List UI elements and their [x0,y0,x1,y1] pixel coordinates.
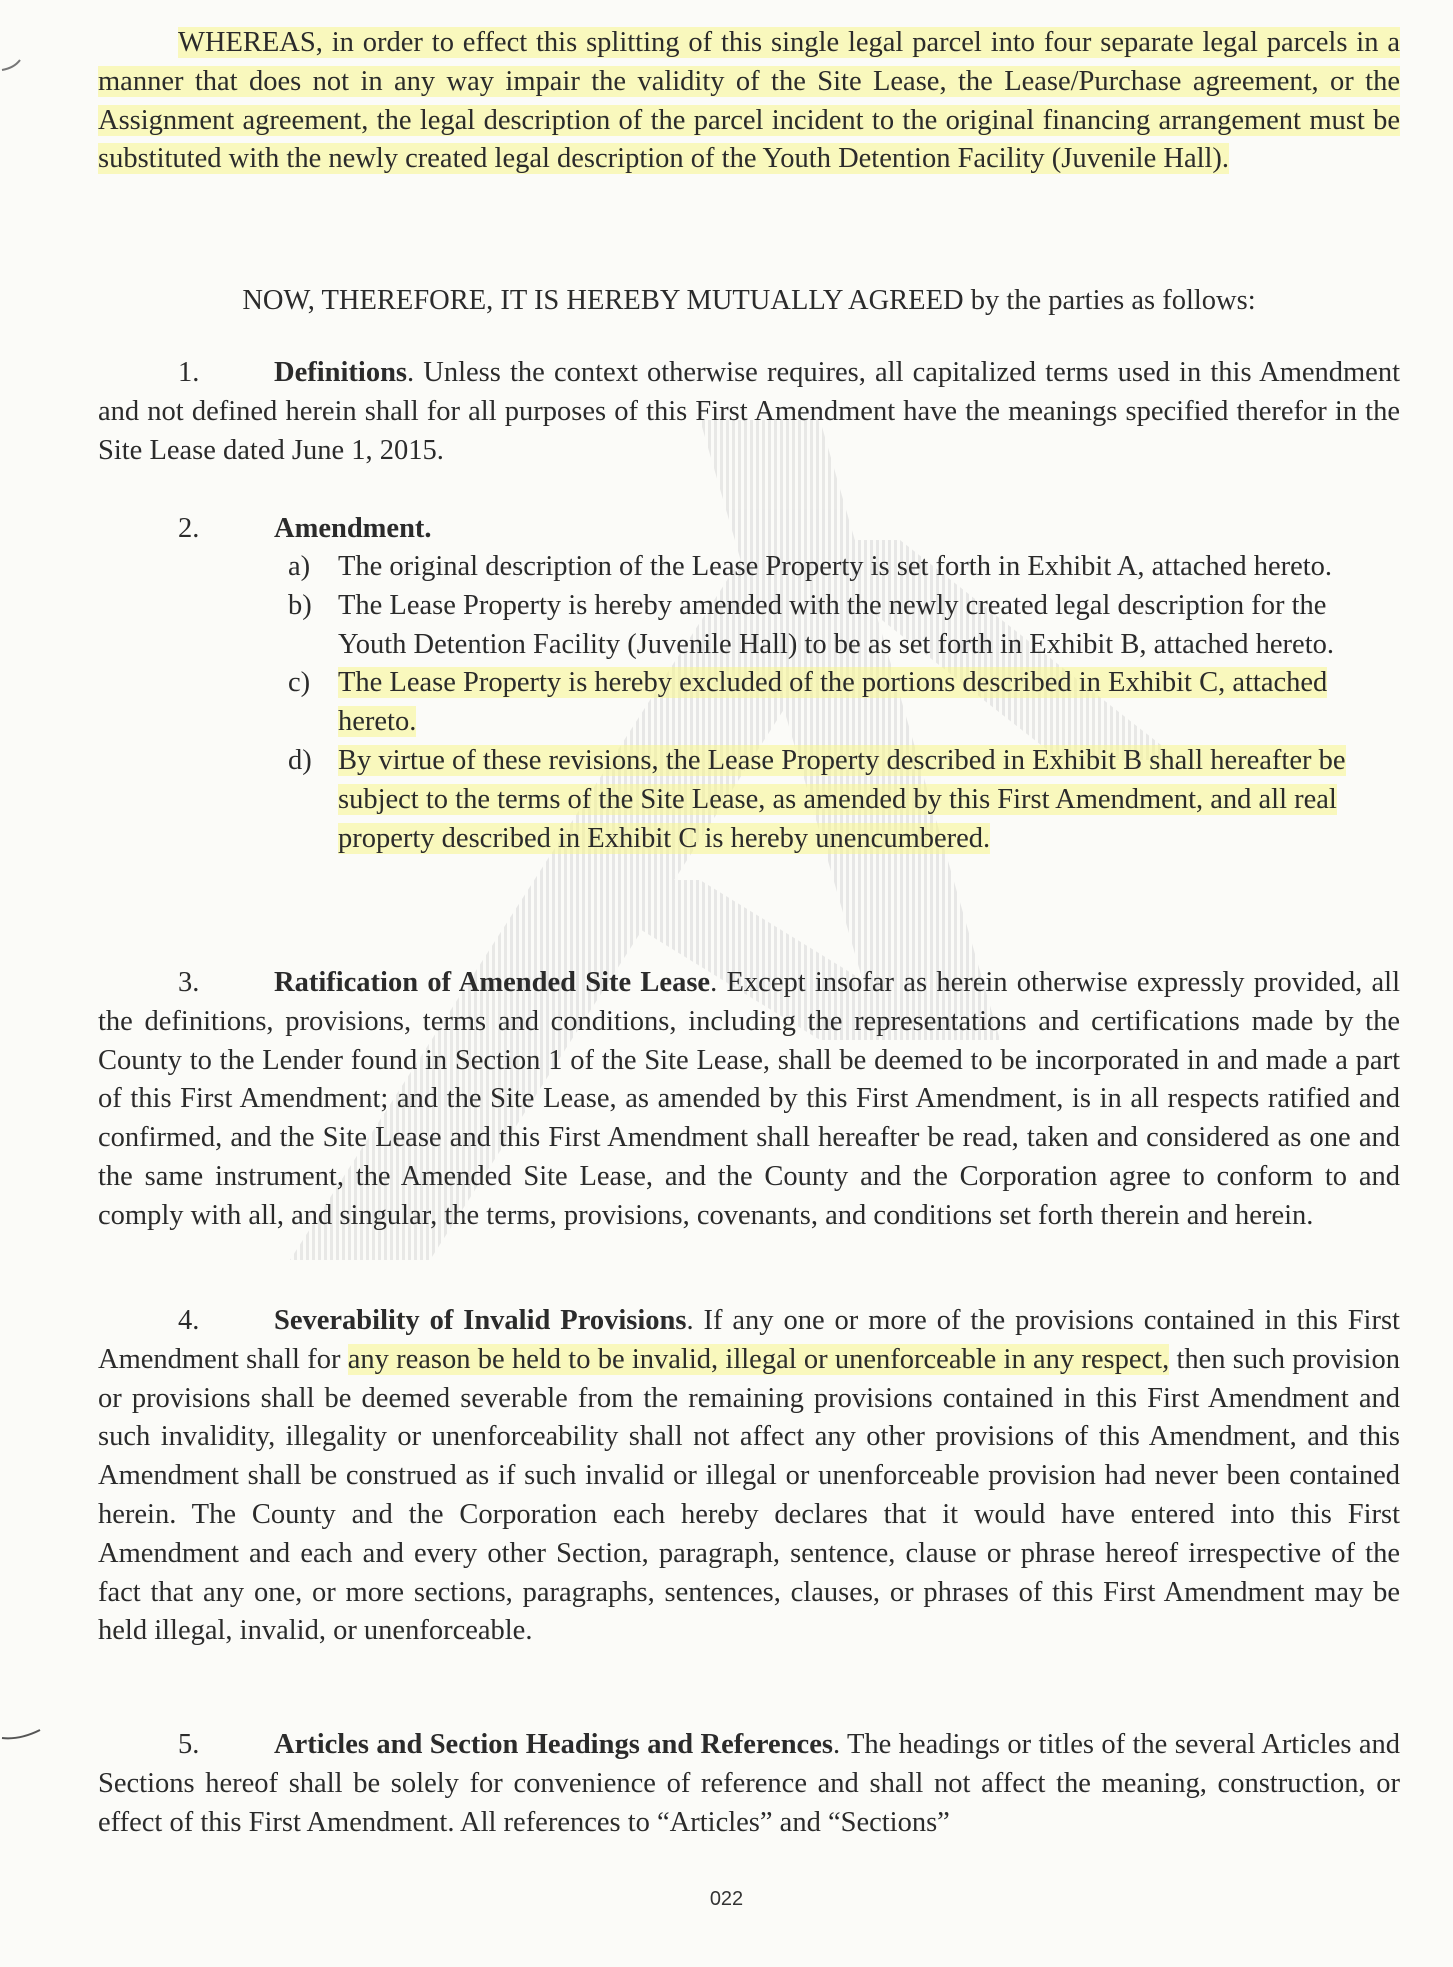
amendment-sublist [288,548,1400,858]
list-item [288,742,1400,858]
margin-mark [0,1720,50,1750]
section-body-continued: then such provision or provisions shall be deemed severable from the remaining provisions contained in this First Amendment and such invalidity, illegality or unenforceability shall not affect any other provisions of this Amendment, and this Amendment shall be construed as if such invalid or illegal or unenforceable provision had never been contained herein. The County and the Corporation each hereby declares that it would have entered into this First Amendment and each and every other Section, paragraph, sentence, clause or phrase hereof irrespective of the fact that any one, or more sections, paragraphs, sentences, clauses, or phrases of this First Amendment may be held illegal, invalid, or unenforceable. [98,1343,1400,1647]
list-item [288,548,1400,587]
section-body: . If any one or more of the provisions contained in this First Amendment shall for [98,1305,1400,1375]
item-label: c) [288,667,311,699]
item-text: The original description of the Lease Property is set forth in Exhibit A, attached hereto. [338,551,1333,582]
section-number: 5. [178,1729,200,1760]
section-number: 4. [178,1305,200,1336]
item-label: b) [288,589,312,621]
item-text: The Lease Property is hereby excluded of the portions described in Exhibit C, attached hereto. [338,667,1328,738]
list-item [288,587,1400,665]
section-heading: Ratification of Amended Site Lease [274,967,711,998]
section-amendment [98,510,1400,549]
item-text: The Lease Property is hereby amended with the newly created legal description for the Youth Detention Facility (Juvenile Hall) to be as set forth in Exhibit B, attached hereto. [338,589,1334,660]
item-label: a) [288,551,311,582]
section-body: . Except insofar as herein otherwise expressly provided, all the definitions, provisions, terms and conditions, including the representations and certifications made by the County to the Lender found in Section 1 of the Site Lease, shall be deemed to be incorporated in and made a part of this First Amendment; and the Site Lease, as amended by this First Amendment, is in all respects ratified and confirmed, and the Site Lease and this First Amendment shall hereafter be read, taken and considered as one and the same instrument, the Amended Site Lease, and the County and the Corporation agree to conform to and comply with all, and singular, the terms, provisions, covenants, and conditions set forth therein and herein. [98,967,1400,1231]
section-ratification [98,964,1400,1236]
section-severability [98,1302,1400,1651]
whereas-paragraph [98,24,1400,179]
section-body: . Unless the context otherwise requires, all capitalized terms used in this Amendment and not defined herein shall for all purposes of this First Amendment have the meanings specified therefor in the Site Lease dated June 1, 2015. [98,357,1400,466]
now-therefore-text: NOW, THEREFORE, IT IS HEREBY MUTUALLY AGREED by the parties as follows: [242,285,1256,316]
section-number: 1. [178,357,200,388]
list-item [288,664,1400,742]
section-heading: Amendment [274,513,425,544]
section-body: . The headings or titles of the several Articles and Sections hereof shall be solely for convenience of reference and shall not affect the meaning, construction, or effect of this First Amendment. All references to “Articles” and “Sections” [98,1729,1401,1838]
section-number: 2. [178,513,200,544]
whereas-text: WHEREAS, in order to effect this splitting of this single legal parcel into four separate legal parcels in a manner that does not in any way impair the validity of the Site Lease, the Lease/Purchase agreement, or the Assignment agreement, the legal description of the parcel incident to the original financing arrangement must be substituted with the newly created legal description of the Youth Detention Facility (Juvenile Hall). [98,27,1400,175]
section-definitions [98,354,1400,470]
section-body: . [424,513,432,544]
section-number: 3. [178,967,200,998]
highlighted-text: any reason be held to be invalid, illegal or unenforceable in any respect, [347,1343,1170,1375]
now-therefore-line [98,282,1400,321]
section-heading: Severability of Invalid Provisions [274,1305,687,1336]
section-heading: Definitions [274,357,408,388]
section-heading: Articles and Section Headings and References [274,1729,833,1760]
item-text: By virtue of these revisions, the Lease Property described in Exhibit B shall hereafter be subject to the terms of the Site Lease, as amended by this First Amendment, and all real property described in Exhibit C is hereby unencumbered. [338,744,1346,854]
margin-mark [0,40,40,80]
page-number: 022 [709,1888,744,1910]
section-headings-references [98,1726,1400,1842]
item-label: d) [288,744,312,776]
